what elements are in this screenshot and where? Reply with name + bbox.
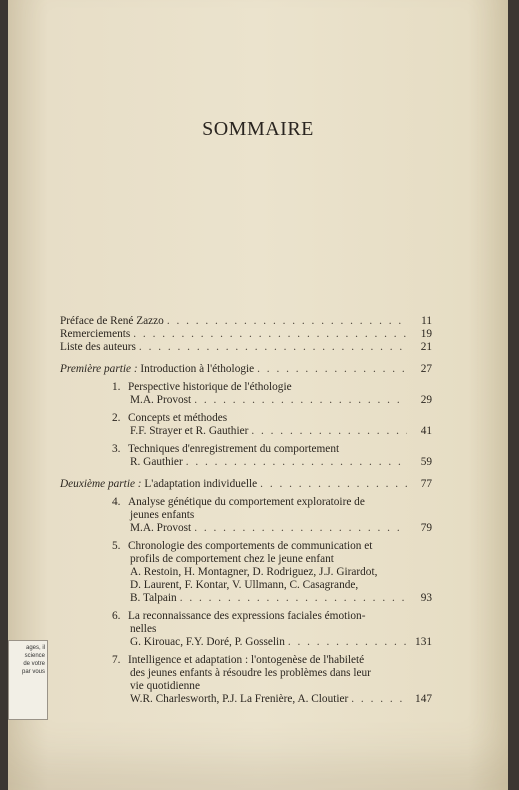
chapter-author-label: M.A. Provost [130,522,192,534]
chapter-entry [60,540,432,605]
chapter-title-line: des jeunes enfants à résoudre les problèmes dans leur [130,667,371,679]
chapter-author [60,636,432,649]
chapter-title-line: 3. Techniques d'enregistrement du comportement [112,443,340,455]
page-number: 147 [415,693,432,705]
part-prefix: Deuxième partie : [60,478,145,490]
page-number: 11 [421,315,432,327]
dot-leader [288,636,407,649]
dot-leader [351,693,407,706]
part-heading [60,478,432,491]
chapter-title-line: 5. Chronologie des comportements de communication et [112,540,373,552]
toc-entry-label: Liste des auteurs [60,341,136,353]
chapter-entry [60,443,432,469]
chapter-author [60,693,432,706]
chapter-title-line: D. Laurent, F. Kontar, V. Ullmann, C. Casagrande, [130,579,359,591]
chapter-number: 7. [112,654,121,666]
chapter-entry [60,496,432,535]
page-number: 93 [420,592,432,604]
dot-leader [257,363,407,376]
chapter-author-label: F.F. Strayer et R. Gauthier [130,425,249,437]
part-heading-label: Deuxième partie : L'adaptation individuelle [60,478,258,490]
page-number: 41 [420,425,432,437]
dot-leader [167,315,407,328]
chapter-author-label: G. Kirouac, F.Y. Doré, P. Gosselin [130,636,285,648]
chapter-number: 6. [112,610,121,622]
chapter-title-line: nelles [130,623,157,635]
toc-entry-label: Préface de René Zazzo [60,315,164,327]
chapter-author-label: B. Talpain [130,592,177,604]
toc-entry-label: Remerciements [60,328,131,340]
part-heading [60,363,432,376]
chapter-author [60,394,432,407]
dot-leader [194,394,407,407]
page-number: 77 [420,478,432,490]
chapter-title-line: 7. Intelligence et adaptation : l'ontogenèse de l'habileté [112,654,365,666]
page-number: 19 [420,328,432,340]
chapter-author [60,456,432,469]
chapter-author-label: W.R. Charlesworth, P.J. La Frenière, A. Cloutier [130,693,349,705]
chapter-entry [60,412,432,438]
chapter-entry [60,381,432,407]
page-number: 79 [420,522,432,534]
chapter-number: 1. [112,381,121,393]
dot-leader [194,522,407,535]
chapter-number: 4. [112,496,121,508]
chapter-title-line: A. Restoin, H. Montagner, D. Rodriguez, J.J. Girardot, [130,566,378,578]
chapter-title-line: profils de comportement chez le jeune enfant [130,553,334,565]
dot-leader [133,328,407,341]
chapter-number: 5. [112,540,121,552]
part-prefix: Première partie : [60,363,141,375]
dot-leader [180,592,407,605]
chapter-title-line: 6. La reconnaissance des expressions faciales émotion- [112,610,366,622]
chapter-author-label: M.A. Provost [130,394,192,406]
page-title: SOMMAIRE [202,118,314,140]
toc-entry [60,315,432,328]
table-of-contents [60,315,432,706]
page-number: 29 [420,394,432,406]
toc-entry [60,328,432,341]
chapter-title-line: 4. Analyse génétique du comportement exploratoire de [112,496,365,508]
page-number: 59 [420,456,432,468]
page-number: 131 [415,636,432,648]
part-heading-label: Première partie : Introduction à l'éthologie [60,363,255,375]
dot-leader [251,425,407,438]
toc-entry [60,341,432,354]
dot-leader [260,478,407,491]
chapter-entry [60,610,432,649]
chapter-author-label: R. Gauthier [130,456,183,468]
chapter-title-line: 2. Concepts et méthodes [112,412,228,424]
dot-leader [186,456,407,469]
chapter-title-line: 1. Perspective historique de l'éthologie [112,381,292,393]
chapter-entry [60,654,432,706]
dot-leader [139,341,407,354]
chapter-author [60,425,432,438]
chapter-number: 2. [112,412,121,424]
chapter-author [60,592,432,605]
page-number: 21 [420,341,432,353]
book-page [8,0,508,790]
chapter-number: 3. [112,443,121,455]
chapter-title-line: jeunes enfants [130,509,195,521]
chapter-author [60,522,432,535]
inserted-card-edge: ages, il science de votre par vous [8,640,48,720]
chapter-title-line: vie quotidienne [130,680,200,692]
page-number: 27 [420,363,432,375]
